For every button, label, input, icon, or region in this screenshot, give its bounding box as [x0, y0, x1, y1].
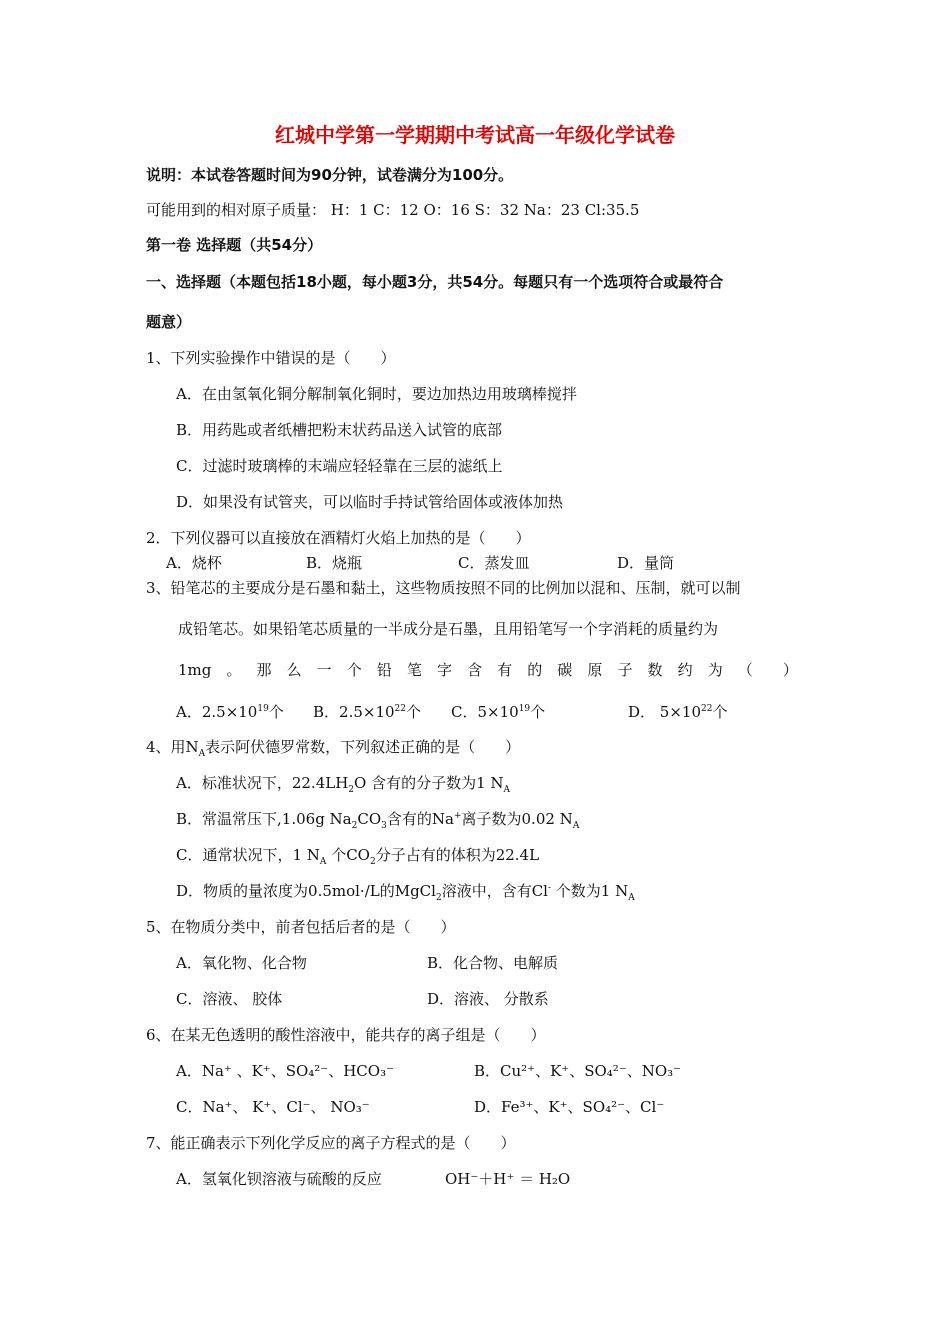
- q3-line3-char: 1mg: [178, 661, 212, 679]
- q2-stem: 2．下列仪器可以直接放在酒精灯火焰上加热的是（ ）: [146, 529, 531, 547]
- q4-option-a: [176, 773, 510, 793]
- q3-line3-char: 那: [256, 661, 272, 679]
- q2-option-c: C．蒸发皿: [458, 554, 530, 572]
- q3-line3-char: 含: [467, 661, 483, 679]
- q4-option-d: [176, 881, 635, 901]
- section1-heading-line1: 一、选择题（本题包括18小题，每小题3分，共54分。每题只有一个选项符合或最符合: [146, 273, 724, 291]
- q4-stem-text2: 表示阿伏德罗常数，下列叙述正确的是（ ）: [205, 738, 521, 756]
- q3-line3-char: 子: [617, 661, 633, 679]
- q3-line3-char: 笔: [406, 661, 422, 679]
- q4-a-text: A．标准状况下，22.4LH: [176, 774, 349, 792]
- q3-option-a: [176, 702, 284, 722]
- q6-option-a: A．Na⁺ 、K⁺、SO₄²⁻、HCO₃⁻: [176, 1062, 395, 1080]
- q3-line3-char: 碳: [557, 661, 573, 679]
- q4-d-sub2: A: [628, 893, 635, 903]
- q6-option-d: D．Fe³⁺、K⁺、SO₄²⁻、Cl⁻: [474, 1098, 665, 1116]
- q6-option-b: B．Cu²⁺、K⁺、SO₄²⁻、NO₃⁻: [474, 1062, 682, 1080]
- q4-d-text2: 溶液中，含有Cl: [441, 882, 548, 900]
- q5-option-d: D．溶液、 分散系: [427, 990, 549, 1008]
- q4-b-text: B．常温常压下,1.06g Na: [176, 810, 352, 828]
- section1-heading-line2: 题意）: [146, 313, 192, 331]
- q3-line1: 3、铅笔芯的主要成分是石墨和黏土，这些物质按照不同的比例加以混和、压制，就可以制: [146, 579, 741, 597]
- q5-option-b: B．化合物、电解质: [427, 954, 559, 972]
- q7-stem: 7、能正确表示下列化学反应的离子方程式的是（ ）: [146, 1134, 516, 1152]
- q7-option-a: A．氢氧化钡溶液与硫酸的反应: [176, 1170, 382, 1188]
- q4-c-text3: 分子占有的体积为22.4L: [375, 846, 540, 864]
- q3-a-unit: 个: [268, 703, 284, 721]
- q6-stem: 6、在某无色透明的酸性溶液中，能共存的离子组是（ ）: [146, 1026, 546, 1044]
- q4-a-sub2: A: [503, 785, 511, 795]
- q4-d-text: D．物质的量浓度为0.5mol·/L的MgCl: [176, 882, 436, 900]
- q3-b-text: B．2.5×10: [313, 703, 395, 721]
- q1-option-c: C．过滤时玻璃棒的末端应轻轻靠在三层的滤纸上: [176, 457, 503, 475]
- q3-line3-char: 数: [647, 661, 663, 679]
- q4-b-sub3: A: [572, 821, 580, 831]
- q4-b-text3: 含有的Na: [386, 810, 454, 828]
- q6-option-c: C．Na⁺、 K⁺、Cl⁻、 NO₃⁻: [176, 1098, 370, 1116]
- q4-d-sup: -: [547, 883, 552, 893]
- q7-option-a-equation: OH⁻＋H⁺ ＝ H₂O: [445, 1170, 571, 1188]
- page-title: 红城中学第一学期期中考试高一年级化学试卷: [275, 123, 675, 147]
- q3-line3: [178, 660, 798, 680]
- q3-line3-char: 约: [677, 661, 693, 679]
- q1-option-d: D．如果没有试管夹，可以临时手持试管给固体或液体加热: [176, 493, 564, 511]
- q3-line3-char: 。: [226, 661, 242, 679]
- q4-a-text2: O 含有的分子数为1 N: [354, 774, 504, 792]
- instructions: 说明：本试卷答题时间为90分钟，试卷满分为100分。: [146, 166, 514, 184]
- q3-line3-char: 字: [436, 661, 452, 679]
- q3-line3-char: 铅: [376, 661, 392, 679]
- q4-a-sub: 2: [348, 785, 355, 795]
- q4-b-sub2: 3: [381, 821, 387, 831]
- q4-option-b: [176, 809, 579, 829]
- q4-b-text4: 离子数为0.02 N: [461, 810, 573, 828]
- q3-c-unit: 个: [530, 703, 546, 721]
- q3-option-d: [628, 702, 727, 722]
- q4-b-sub: 2: [351, 821, 358, 831]
- volume1-heading: 第一卷 选择题（共54分）: [146, 236, 323, 254]
- q3-c-text: C．5×10: [451, 703, 519, 721]
- q4-stem-text: 4、用N: [146, 738, 199, 756]
- q3-b-unit: 个: [406, 703, 422, 721]
- q3-line3-char: （: [737, 661, 753, 679]
- q3-line3-char: ）: [782, 661, 798, 679]
- q4-b-text2: CO: [357, 810, 382, 828]
- atomic-masses: 可能用到的相对原子质量： H：1 C：12 O：16 S：32 Na：23 Cl:35.5: [146, 201, 640, 219]
- q3-line3-char: 为: [707, 661, 723, 679]
- q3-option-b: [313, 702, 421, 722]
- q3-d-unit: 个: [712, 703, 728, 721]
- q2-option-b: B．烧瓶: [306, 554, 363, 572]
- q4-c-sub: A: [319, 857, 327, 867]
- q4-stem-sub: A: [198, 749, 206, 759]
- q4-d-text3: 个数为1 N: [551, 882, 629, 900]
- q2-option-d: D．量筒: [617, 554, 675, 572]
- q3-line2: 成铅笔芯。如果铅笔芯质量的一半成分是石墨，且用铅笔写一个字消耗的质量约为: [178, 620, 719, 638]
- q3-a-exponent: 19: [257, 704, 269, 714]
- q5-option-a: A．氧化物、化合物: [176, 954, 307, 972]
- q3-d-exponent: 22: [701, 704, 713, 714]
- q3-line3-char: 的: [527, 661, 543, 679]
- q2-option-a: A．烧杯: [166, 554, 222, 572]
- q1-option-a: A．在由氢氧化铜分解制氧化铜时，要边加热边用玻璃棒搅拌: [176, 385, 577, 403]
- q3-option-c: [451, 702, 545, 722]
- q4-c-text: C．通常状况下，1 N: [176, 846, 320, 864]
- q3-line3-char: 么: [286, 661, 302, 679]
- q4-c-sub2: 2: [369, 857, 376, 867]
- q3-line3-char: 个: [346, 661, 362, 679]
- q5-stem: 5、在物质分类中，前者包括后者的是（ ）: [146, 918, 456, 936]
- q3-line3-char: 原: [587, 661, 603, 679]
- q1-option-b: B．用药匙或者纸槽把粉末状药品送入试管的底部: [176, 421, 503, 439]
- q3-line3-char: 有: [497, 661, 513, 679]
- q4-c-text2: 个CO: [326, 846, 370, 864]
- q4-option-c: [176, 845, 539, 865]
- q5-option-c: C．溶液、 胶体: [176, 990, 283, 1008]
- q3-d-text: D． 5×10: [628, 703, 701, 721]
- q4-stem: [146, 737, 520, 757]
- q1-stem: 1、下列实验操作中错误的是（ ）: [146, 349, 396, 367]
- q3-c-exponent: 19: [518, 704, 531, 714]
- q4-d-sub: 2: [435, 893, 442, 903]
- q3-a-text: A．2.5×10: [176, 703, 258, 721]
- q4-b-sup: +: [453, 811, 462, 821]
- q3-b-exponent: 22: [394, 704, 406, 714]
- q3-line3-char: 一: [316, 661, 332, 679]
